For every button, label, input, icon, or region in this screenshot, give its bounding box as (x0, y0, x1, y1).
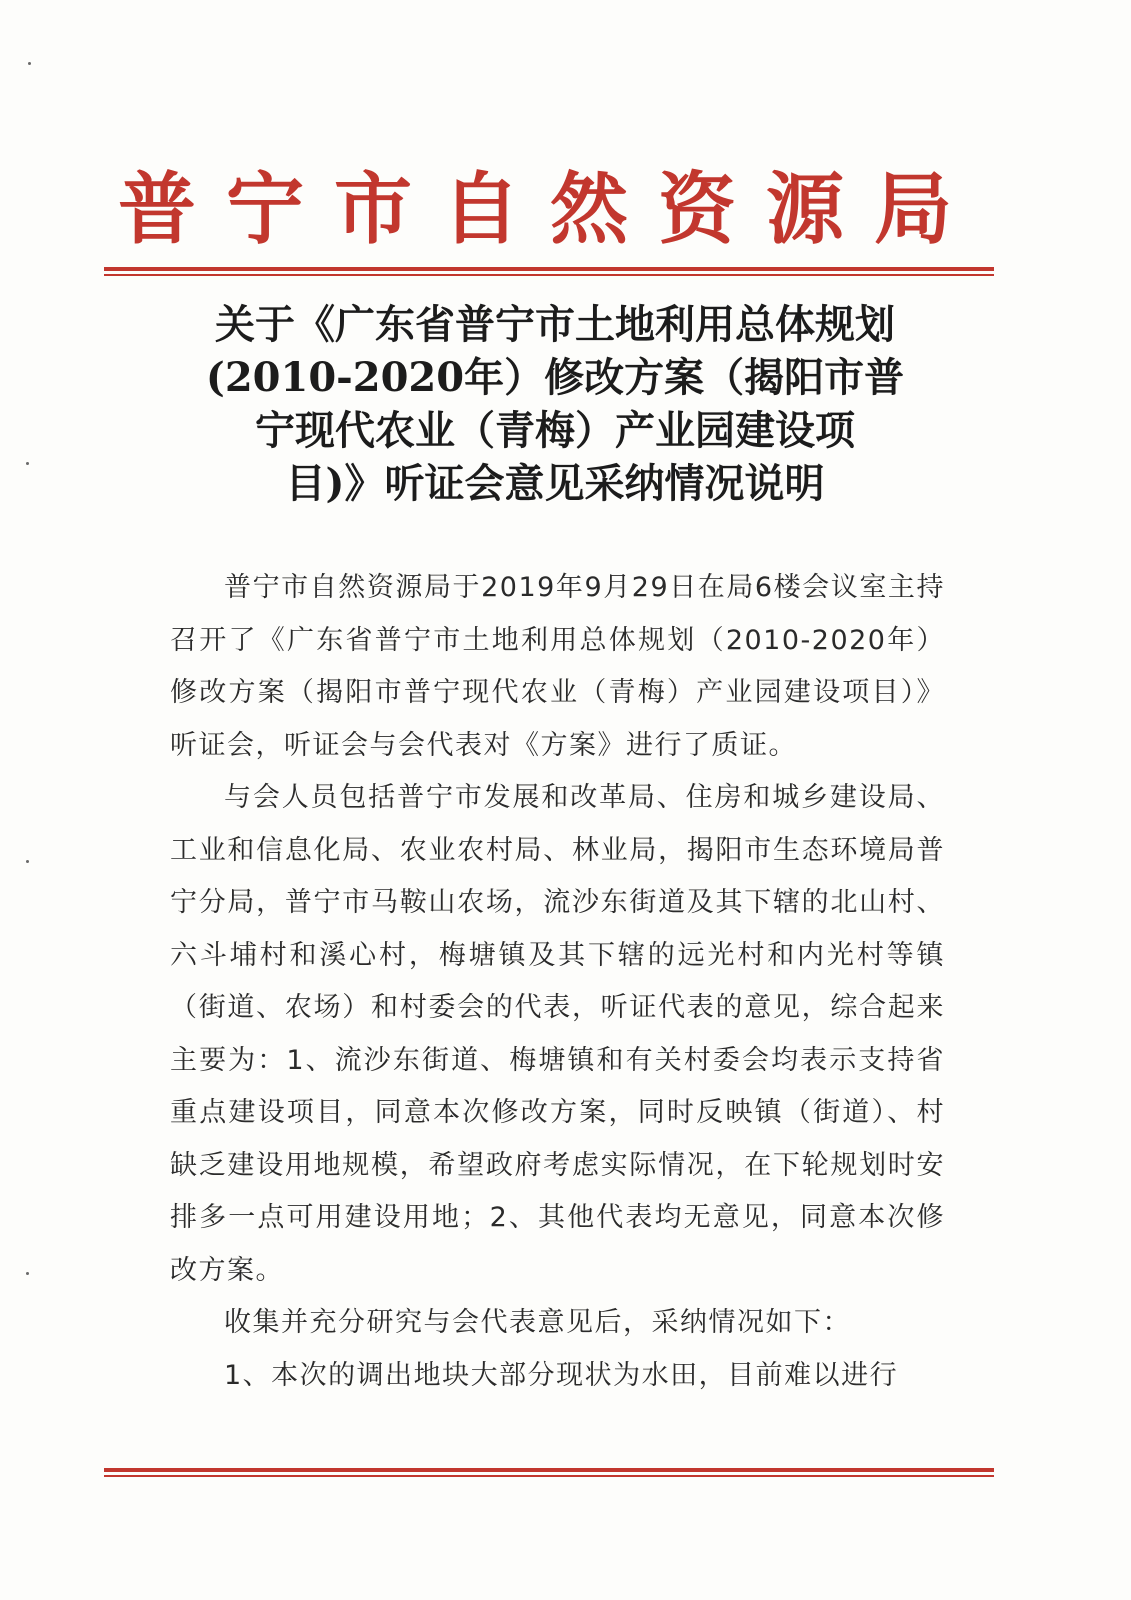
body-paragraph: 与会人员包括普宁市发展和改革局、住房和城乡建设局、工业和信息化局、农业农村局、林业局，揭阳市生态环境局普宁分局，普宁市马鞍山农场，流沙东街道及其下辖的北山村、六斗埔村和溪心村，梅塘镇及其下辖的远光村和内光村等镇（街道、农场）和村委会的代表，听证代表的意见，综合起来主要为：1、流沙东街道、梅塘镇和有关村委会均表示支持省重点建设项目，同意本次修改方案，同时反映镇（街道）、村缺乏建设用地规模，希望政府考虑实际情况，在下轮规划时安排多一点可用建设用地；2、其他代表均无意见，同意本次修改方案。 (170, 782, 945, 1286)
title-line: 关于《广东省普宁市土地利用总体规划 (215, 301, 895, 348)
title-line: (2010-2020年）修改方案（揭阳市普 (205, 354, 905, 401)
document-title (150, 298, 960, 510)
footer-red-divider (104, 1468, 994, 1477)
title-line: 宁现代农业（青梅）产业园建设项 (255, 407, 855, 454)
title-line: 目)》听证会意见采纳情况说明 (285, 460, 825, 507)
issuing-organization-header: 普宁市自然资源局 (117, 164, 982, 255)
scan-speck (26, 860, 29, 863)
scan-speck (28, 62, 31, 65)
body-paragraph: 收集并充分研究与会代表意见后，采纳情况如下： (224, 1307, 851, 1338)
scan-speck (26, 462, 29, 465)
scan-speck (26, 1272, 29, 1275)
document-body (170, 562, 945, 1402)
header-red-divider (104, 267, 994, 276)
body-paragraph: 1、本次的调出地块大部分现状为水田，目前难以进行 (224, 1359, 899, 1391)
body-paragraph: 普宁市自然资源局于2019年9月29日在局6楼会议室主持召开了《广东省普宁市土地利用总体规划（2010-2020年）修改方案（揭阳市普宁现代农业（青梅）产业园建设项目）》听证会，听证会与会代表对《方案》进行了质证。 (170, 572, 945, 761)
